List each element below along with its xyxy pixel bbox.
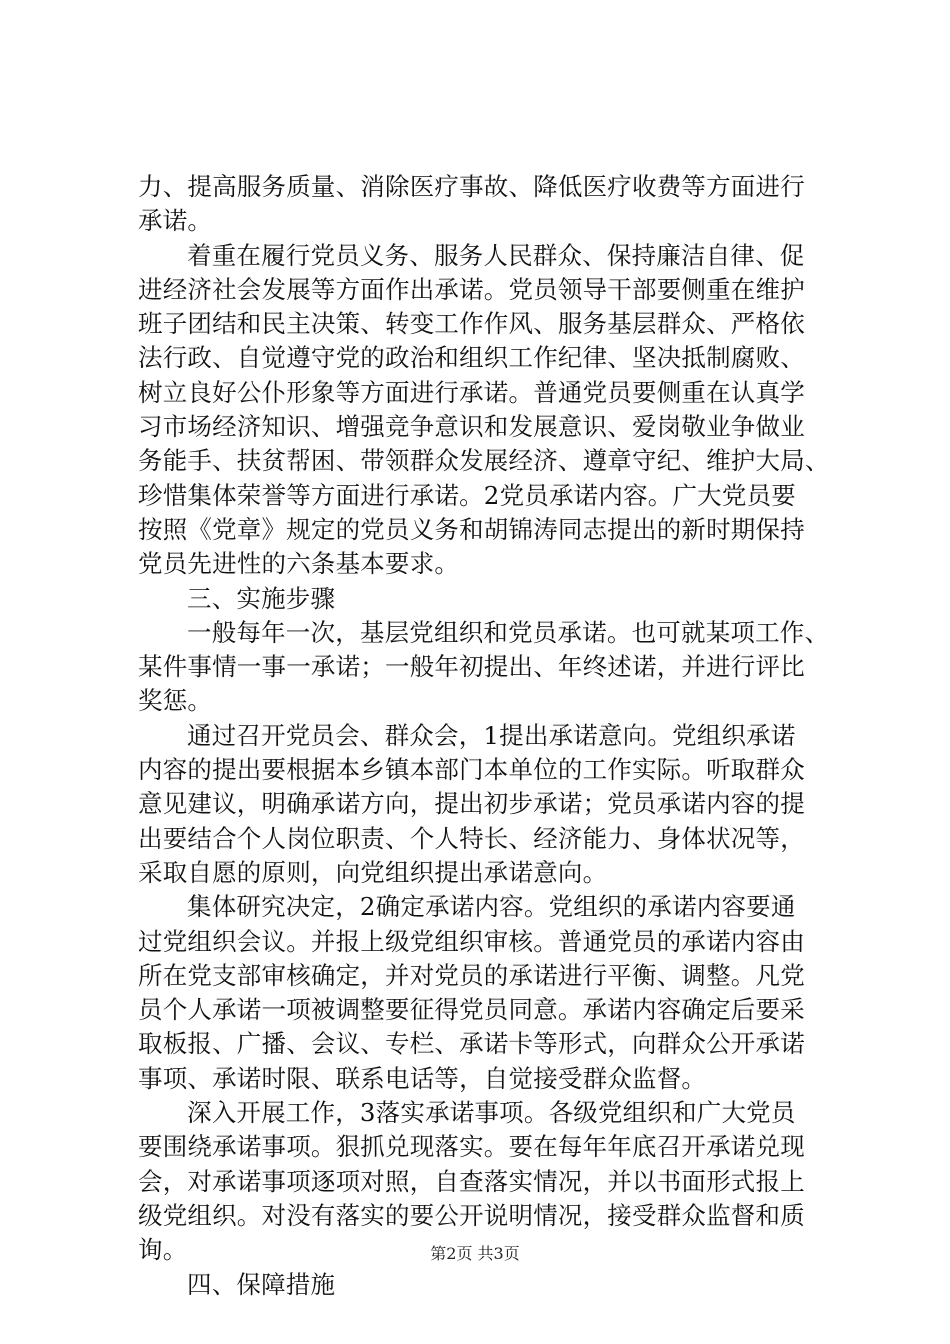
text-line: 一般每年一次，基层党组织和党员承诺。也可就某项工作、	[187, 617, 830, 647]
text-line: 习市场经济知识、增强竞争意识和发展意识、爱岗敬业争做业	[138, 412, 805, 442]
text-line: 询。	[138, 1235, 188, 1265]
text-line: 奖惩。	[138, 686, 213, 716]
text-line: 三、实施步骤	[187, 583, 336, 613]
text-line: 通过召开党员会、群众会，1提出承诺意向。党组织承诺	[187, 720, 796, 750]
page-footer: 第2页 共3页	[430, 1244, 520, 1263]
text-line: 事项、承诺时限、联系电话等，自觉接受群众监督。	[138, 1063, 707, 1093]
text-line: 承诺。	[138, 206, 213, 236]
text-line: 内容的提出要根据本乡镇本部门本单位的工作实际。听取群众	[138, 755, 805, 785]
text-line: 进经济社会发展等方面作出承诺。党员领导干部要侧重在维护	[138, 274, 805, 304]
text-line: 会，对承诺事项逐项对照，自查落实情况，并以书面形式报上	[138, 1166, 805, 1196]
text-line: 树立良好公仆形象等方面进行承诺。普通党员要侧重在认真学	[138, 377, 805, 407]
text-line: 员个人承诺一项被调整要征得党员同意。承诺内容确定后要采	[138, 995, 805, 1025]
text-line: 要围绕承诺事项。狠抓兑现落实。要在每年年底召开承诺兑现	[138, 1132, 805, 1162]
text-line: 所在党支部审核确定，并对党员的承诺进行平衡、调整。凡党	[138, 960, 805, 990]
text-line: 党员先进性的六条基本要求。	[138, 549, 460, 579]
text-line: 珍惜集体荣誉等方面进行承诺。2党员承诺内容。广大党员要	[138, 480, 796, 510]
text-line: 班子团结和民主决策、转变工作作风、服务基层群众、严格依	[138, 309, 805, 339]
text-line: 按照《党章》规定的党员义务和胡锦涛同志提出的新时期保持	[138, 514, 805, 544]
text-line: 意见建议，明确承诺方向，提出初步承诺；党员承诺内容的提	[138, 789, 805, 819]
text-line: 四、保障措施	[187, 1269, 336, 1299]
text-line: 过党组织会议。并报上级党组织审核。普通党员的承诺内容由	[138, 926, 805, 956]
text-line: 级党组织。对没有落实的要公开说明情况，接受群众监督和质	[138, 1200, 805, 1230]
text-line: 务能手、扶贫帮困、带领群众发展经济、遵章守纪、维护大局、	[138, 446, 830, 476]
text-line: 法行政、自觉遵守党的政治和组织工作纪律、坚决抵制腐败、	[138, 343, 805, 373]
document-body	[138, 170, 838, 1302]
text-line: 出要结合个人岗位职责、个人特长、经济能力、身体状况等，	[138, 823, 805, 853]
text-line: 力、提高服务质量、消除医疗事故、降低医疗收费等方面进行	[138, 172, 805, 201]
text-line: 取板报、广播、会议、专栏、承诺卡等形式，向群众公开承诺	[138, 1029, 805, 1059]
text-line: 集体研究决定，2确定承诺内容。党组织的承诺内容要通	[187, 892, 796, 922]
text-line: 某件事情一事一承诺；一般年初提出、年终述诺，并进行评比	[138, 652, 805, 682]
text-line: 采取自愿的原则，向党组织提出承诺意向。	[138, 857, 608, 887]
text-line: 深入开展工作，3落实承诺事项。各级党组织和广大党员	[187, 1098, 796, 1128]
text-line: 着重在履行党员义务、服务人民群众、保持廉洁自律、促	[187, 240, 805, 270]
